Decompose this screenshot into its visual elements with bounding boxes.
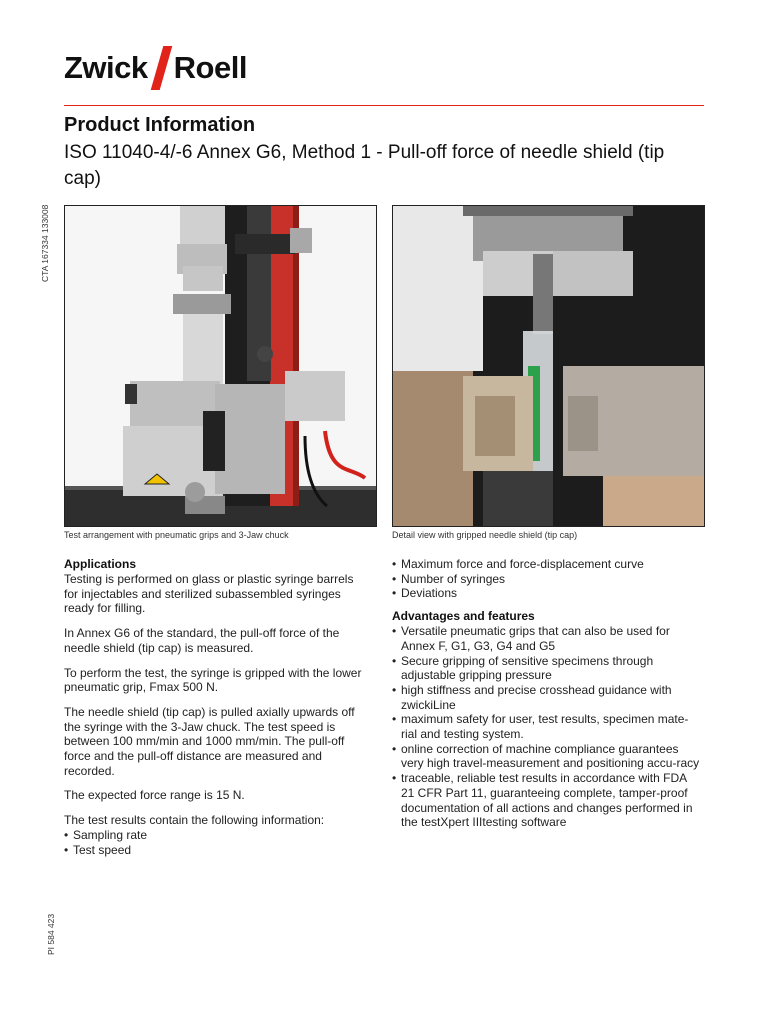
list-item: • traceable, reliable test results in accordance with FDA 21 CFR Part 11, guaranteeing complete, tamper-proof documentation of all actions and changes performed in the testXpert IIItesting software [392,771,702,830]
list-item: • Versatile pneumatic grips that can also be used for Annex F, G1, G3, G4 and G5 [392,624,702,653]
list-item: • high stiffness and precise crosshead guidance with zwickiLine [392,683,702,712]
applications-section [64,557,364,857]
header-rule [64,105,704,106]
logo-slash [150,46,172,90]
list-item: • Deviations [392,586,702,601]
advantages-section [392,557,702,830]
test-arrangement-photo [64,205,377,527]
applications-paragraph: The test results contain the following information: [64,813,325,828]
applications-paragraph: The expected force range is 15 N. [64,788,245,803]
advantages-list [392,624,702,830]
list-item: • Secure gripping of sensitive specimens through adjustable gripping pressure [392,654,702,683]
applications-paragraph: The needle shield (tip cap) is pulled axially upwards off the syringe with the 3-Jaw chuck. The test speed is between 100 mm/min and 1000 mm/min. The pull-off force and the pull-off distance are measured and recorded. [64,704,355,778]
results-list-continued [392,557,702,601]
zwickroell-logo [64,44,247,92]
logo-word-roell: Roell [173,50,247,85]
figure-caption-1: Test arrangement with pneumatic grips and 3-Jaw chuck [64,530,289,540]
list-item: • online correction of machine compliance guarantees very high travel-measurement and positioning accu-racy [392,742,702,771]
list-item: • Number of syringes [392,572,702,587]
detail-view-photo [392,205,705,527]
page-subtitle: ISO 11040-4/-6 Annex G6, Method 1 - Pull-off force of needle shield (tip cap) [64,142,665,189]
list-item: • maximum safety for user, test results, specimen mate-rial and testing system. [392,712,702,741]
results-list [64,828,364,857]
list-item: • Sampling rate [64,828,364,843]
side-code-top: CTA 167334 133008 [40,204,50,282]
applications-paragraph: In Annex G6 of the standard, the pull-off force of the needle shield (tip cap) is measured. [64,626,340,655]
page-title: Product Information [64,114,256,136]
list-item: • Test speed [64,843,364,858]
list-item: • Maximum force and force-displacement curve [392,557,702,572]
side-code-bottom: PI 584 423 [46,913,56,955]
applications-paragraph: Testing is performed on glass or plastic syringe barrels for injectables and sterilized subassembled syringes ready for filling. [64,572,354,616]
applications-paragraph: To perform the test, the syringe is gripped with the lower pneumatic grip, Fmax 500 N. [64,665,362,695]
figure-caption-2: Detail view with gripped needle shield (tip cap) [392,530,578,540]
applications-heading: Applications [64,557,137,571]
advantages-heading: Advantages and features [392,609,535,624]
logo-word-zwick: Zwick [64,50,148,85]
